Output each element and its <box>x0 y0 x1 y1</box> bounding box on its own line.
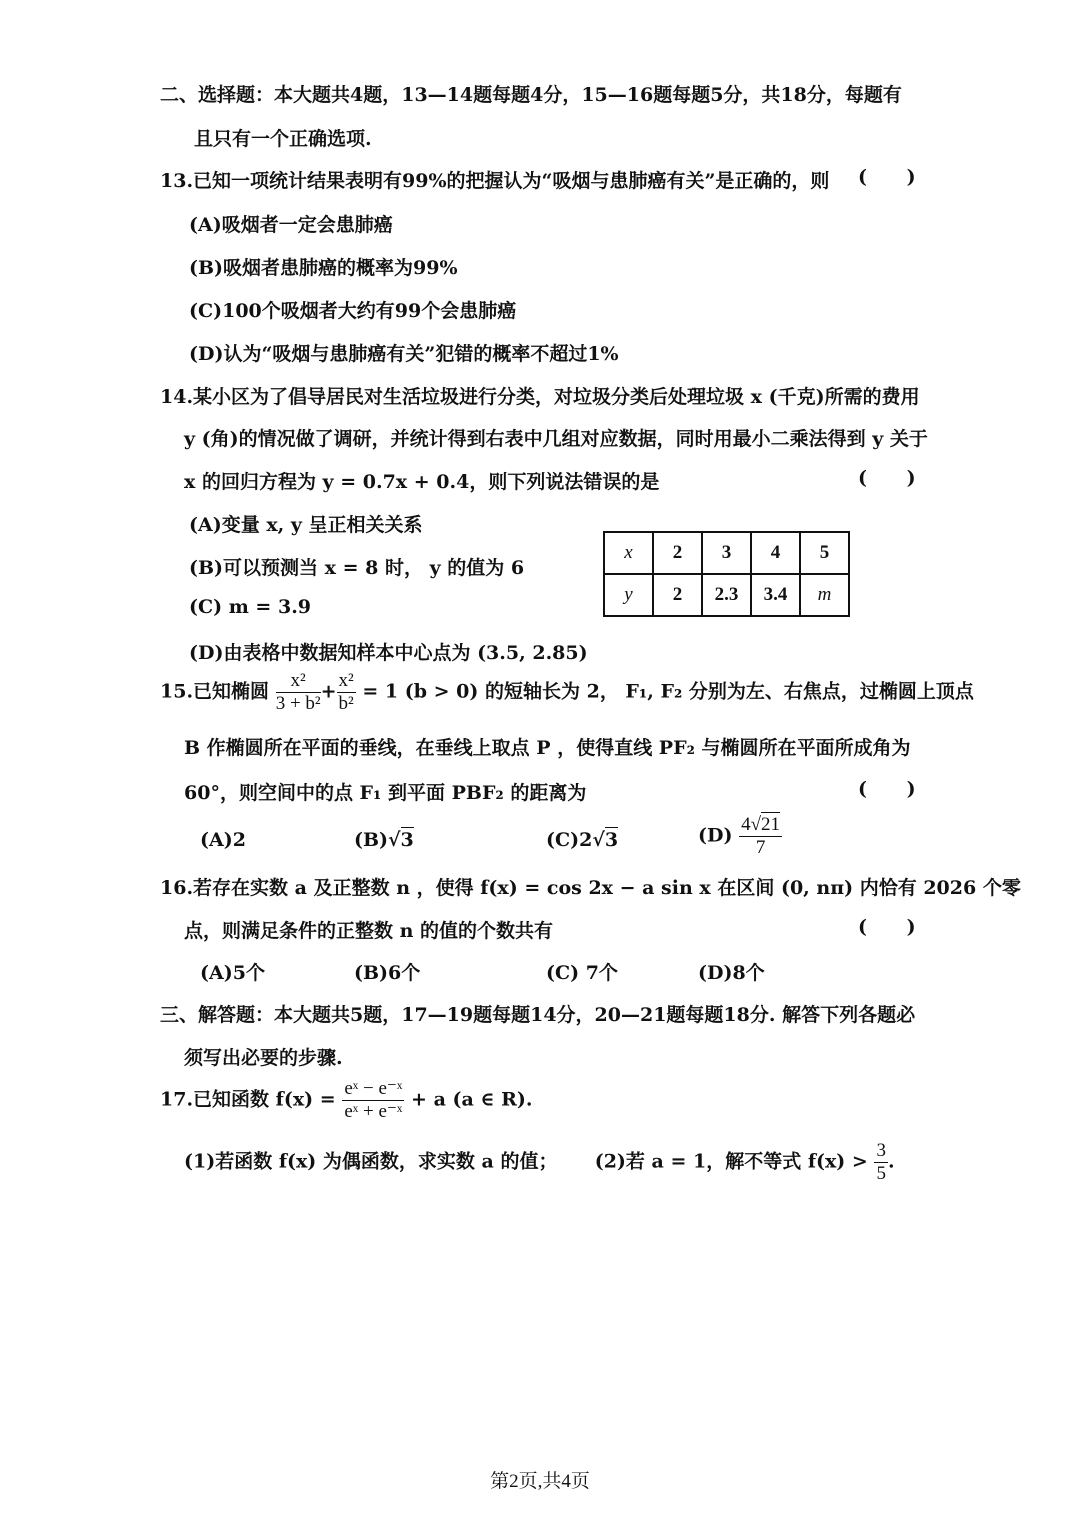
q17-parts <box>184 1140 895 1185</box>
table-cell: 3 <box>702 532 751 574</box>
table-cell: 3.4 <box>751 574 800 616</box>
table-cell: 5 <box>800 532 849 574</box>
option-d-fraction <box>739 814 782 859</box>
frac-denominator: 3 + b² <box>275 693 321 714</box>
q16-option-b: (B)6个 <box>354 962 421 984</box>
q17-part2-fraction <box>874 1140 888 1185</box>
q13-option-b: (B)吸烟者患肺癌的概率为99% <box>189 257 458 279</box>
q16-answer-paren: ( ) <box>858 916 916 938</box>
q15-answer-paren: ( ) <box>858 778 916 800</box>
q13-option-a: (A)吸烟者一定会患肺癌 <box>189 214 393 236</box>
q17-tail: + a (a ∈ R). <box>411 1088 533 1111</box>
q13-stem: 13.已知一项统计结果表明有99%的把握认为“吸烟与患肺癌有关”是正确的，则 <box>160 170 830 192</box>
option-label: (C)2 <box>546 829 593 851</box>
table-cell: m <box>800 574 849 616</box>
q14-option-a: (A)变量 x, y 呈正相关关系 <box>189 514 423 536</box>
page-number-footer: 第2页,共4页 <box>490 1471 590 1492</box>
section-2-heading: 二、选择题：本大题共4题，13—14题每题4分，15—16题每题5分，共18分，每题有 <box>160 84 902 106</box>
q17-part1: (1)若函数 f(x) 为偶函数，求实数 a 的值； <box>184 1150 558 1173</box>
q17-part2: (2)若 a = 1，解不等式 f(x) > <box>594 1150 868 1173</box>
frac-denominator: b² <box>338 693 354 714</box>
frac-denominator: 7 <box>755 837 766 858</box>
frac-numerator: eˣ − e⁻ˣ <box>344 1078 403 1099</box>
q13-option-d: (D)认为“吸烟与患肺癌有关”犯错的概率不超过1% <box>189 343 619 365</box>
q15-stem-line1: 15.已知椭圆 $\frac{\text{x²}}{\text{3 + b²}}$ + $\frac{\text{x²}}{\text{b²}}$ = 1 (b > 0) 的短轴长为 2， F₁, F₂ 分别为左、右焦点，过椭圆上顶点 <box>160 670 974 714</box>
q17-part2-end: . <box>887 1150 895 1173</box>
q15-stem-line3: 60°，则空间中的点 F₁ 到平面 PBF₂ 的距离为 <box>184 782 587 804</box>
table-cell: 2 <box>653 532 702 574</box>
q15-option-d <box>698 814 782 859</box>
option-label: (B) <box>354 829 389 851</box>
sqrt-sign: √ <box>388 829 401 851</box>
q15-prefix: 15.已知椭圆 <box>160 680 270 703</box>
frac-denominator: eˣ + e⁻ˣ <box>344 1101 403 1122</box>
q16-option-a: (A)5个 <box>200 962 265 984</box>
table-cell: x <box>604 532 653 574</box>
q14-option-d: (D)由表格中数据知样本中心点为 (3.5, 2.85) <box>189 642 588 664</box>
table-row-x <box>604 532 849 574</box>
section-3-heading: 三、解答题：本大题共5题，17—19题每题14分，20—21题每题18分. 解答下列各题必 <box>160 1004 916 1026</box>
q15-stem-line2: B 作椭圆所在平面的垂线，在垂线上取点 P ，使得直线 PF₂ 与椭圆所在平面所成角为 <box>184 737 911 759</box>
q15-option-a: (A)2 <box>200 829 246 851</box>
sqrt-sign: √ <box>750 814 762 835</box>
q14-option-b: (B)可以预测当 x = 8 时， y 的值为 6 <box>189 557 525 579</box>
frac-numerator <box>739 814 782 837</box>
q15-equation-tail: = 1 (b > 0) 的短轴长为 2， F₁, F₂ 分别为左、右焦点，过椭圆上顶点 <box>362 680 974 703</box>
q13-option-c: (C)100个吸烟者大约有99个会患肺癌 <box>189 300 517 322</box>
radicand: 21 <box>761 814 781 835</box>
frac-numerator: 3 <box>876 1140 886 1161</box>
q14-stem-line1: 14.某小区为了倡导居民对生活垃圾进行分类，对垃圾分类后处理垃圾 x (千克)所需的费用 <box>160 386 920 408</box>
section-2-heading-cont: 且只有一个正确选项. <box>194 128 372 150</box>
table-cell: y <box>604 574 653 616</box>
q17-stem <box>160 1078 533 1123</box>
q14-option-c: (C) m = 3.9 <box>189 596 312 618</box>
table-row-y <box>604 574 849 616</box>
q17-fraction <box>342 1078 404 1123</box>
q16-option-d: (D)8个 <box>698 962 765 984</box>
ellipse-fraction-2 <box>337 670 356 715</box>
ellipse-fraction-1 <box>276 670 321 715</box>
table-cell: 2.3 <box>702 574 751 616</box>
radicand: 3 <box>604 829 619 851</box>
q14-data-table <box>603 531 850 617</box>
q15-option-c <box>546 829 618 851</box>
q13-answer-paren: ( ) <box>858 166 916 188</box>
frac-denominator: 5 <box>876 1163 886 1184</box>
frac-numerator: x² <box>338 670 354 691</box>
q15-option-b <box>354 829 414 851</box>
frac-numerator: x² <box>276 670 321 693</box>
q16-stem-line1: 16.若存在实数 a 及正整数 n ，使得 f(x) = cos 2x − a sin x 在区间 (0, nπ) 内恰有 2026 个零 <box>160 877 1021 899</box>
q16-option-c: (C) 7个 <box>546 962 618 984</box>
q17-prefix: 17.已知函数 f(x) = <box>160 1088 336 1111</box>
table-cell: 4 <box>751 532 800 574</box>
coefficient: 4 <box>741 814 751 835</box>
q14-stem-line2: y (角)的情况做了调研，并统计得到右表中几组对应数据，同时用最小二乘法得到 y 关于 <box>184 428 928 450</box>
q14-answer-paren: ( ) <box>858 467 916 489</box>
q14-stem-line3: x 的回归方程为 y = 0.7x + 0.4，则下列说法错误的是 <box>184 471 660 493</box>
sqrt-sign: √ <box>592 829 605 851</box>
section-3-heading-cont: 须写出必要的步骤. <box>184 1047 343 1069</box>
radicand: 3 <box>400 829 414 851</box>
table-cell: 2 <box>653 574 702 616</box>
q16-stem-line2: 点，则满足条件的正整数 n 的值的个数共有 <box>184 920 554 942</box>
option-label: (D) <box>698 824 733 847</box>
